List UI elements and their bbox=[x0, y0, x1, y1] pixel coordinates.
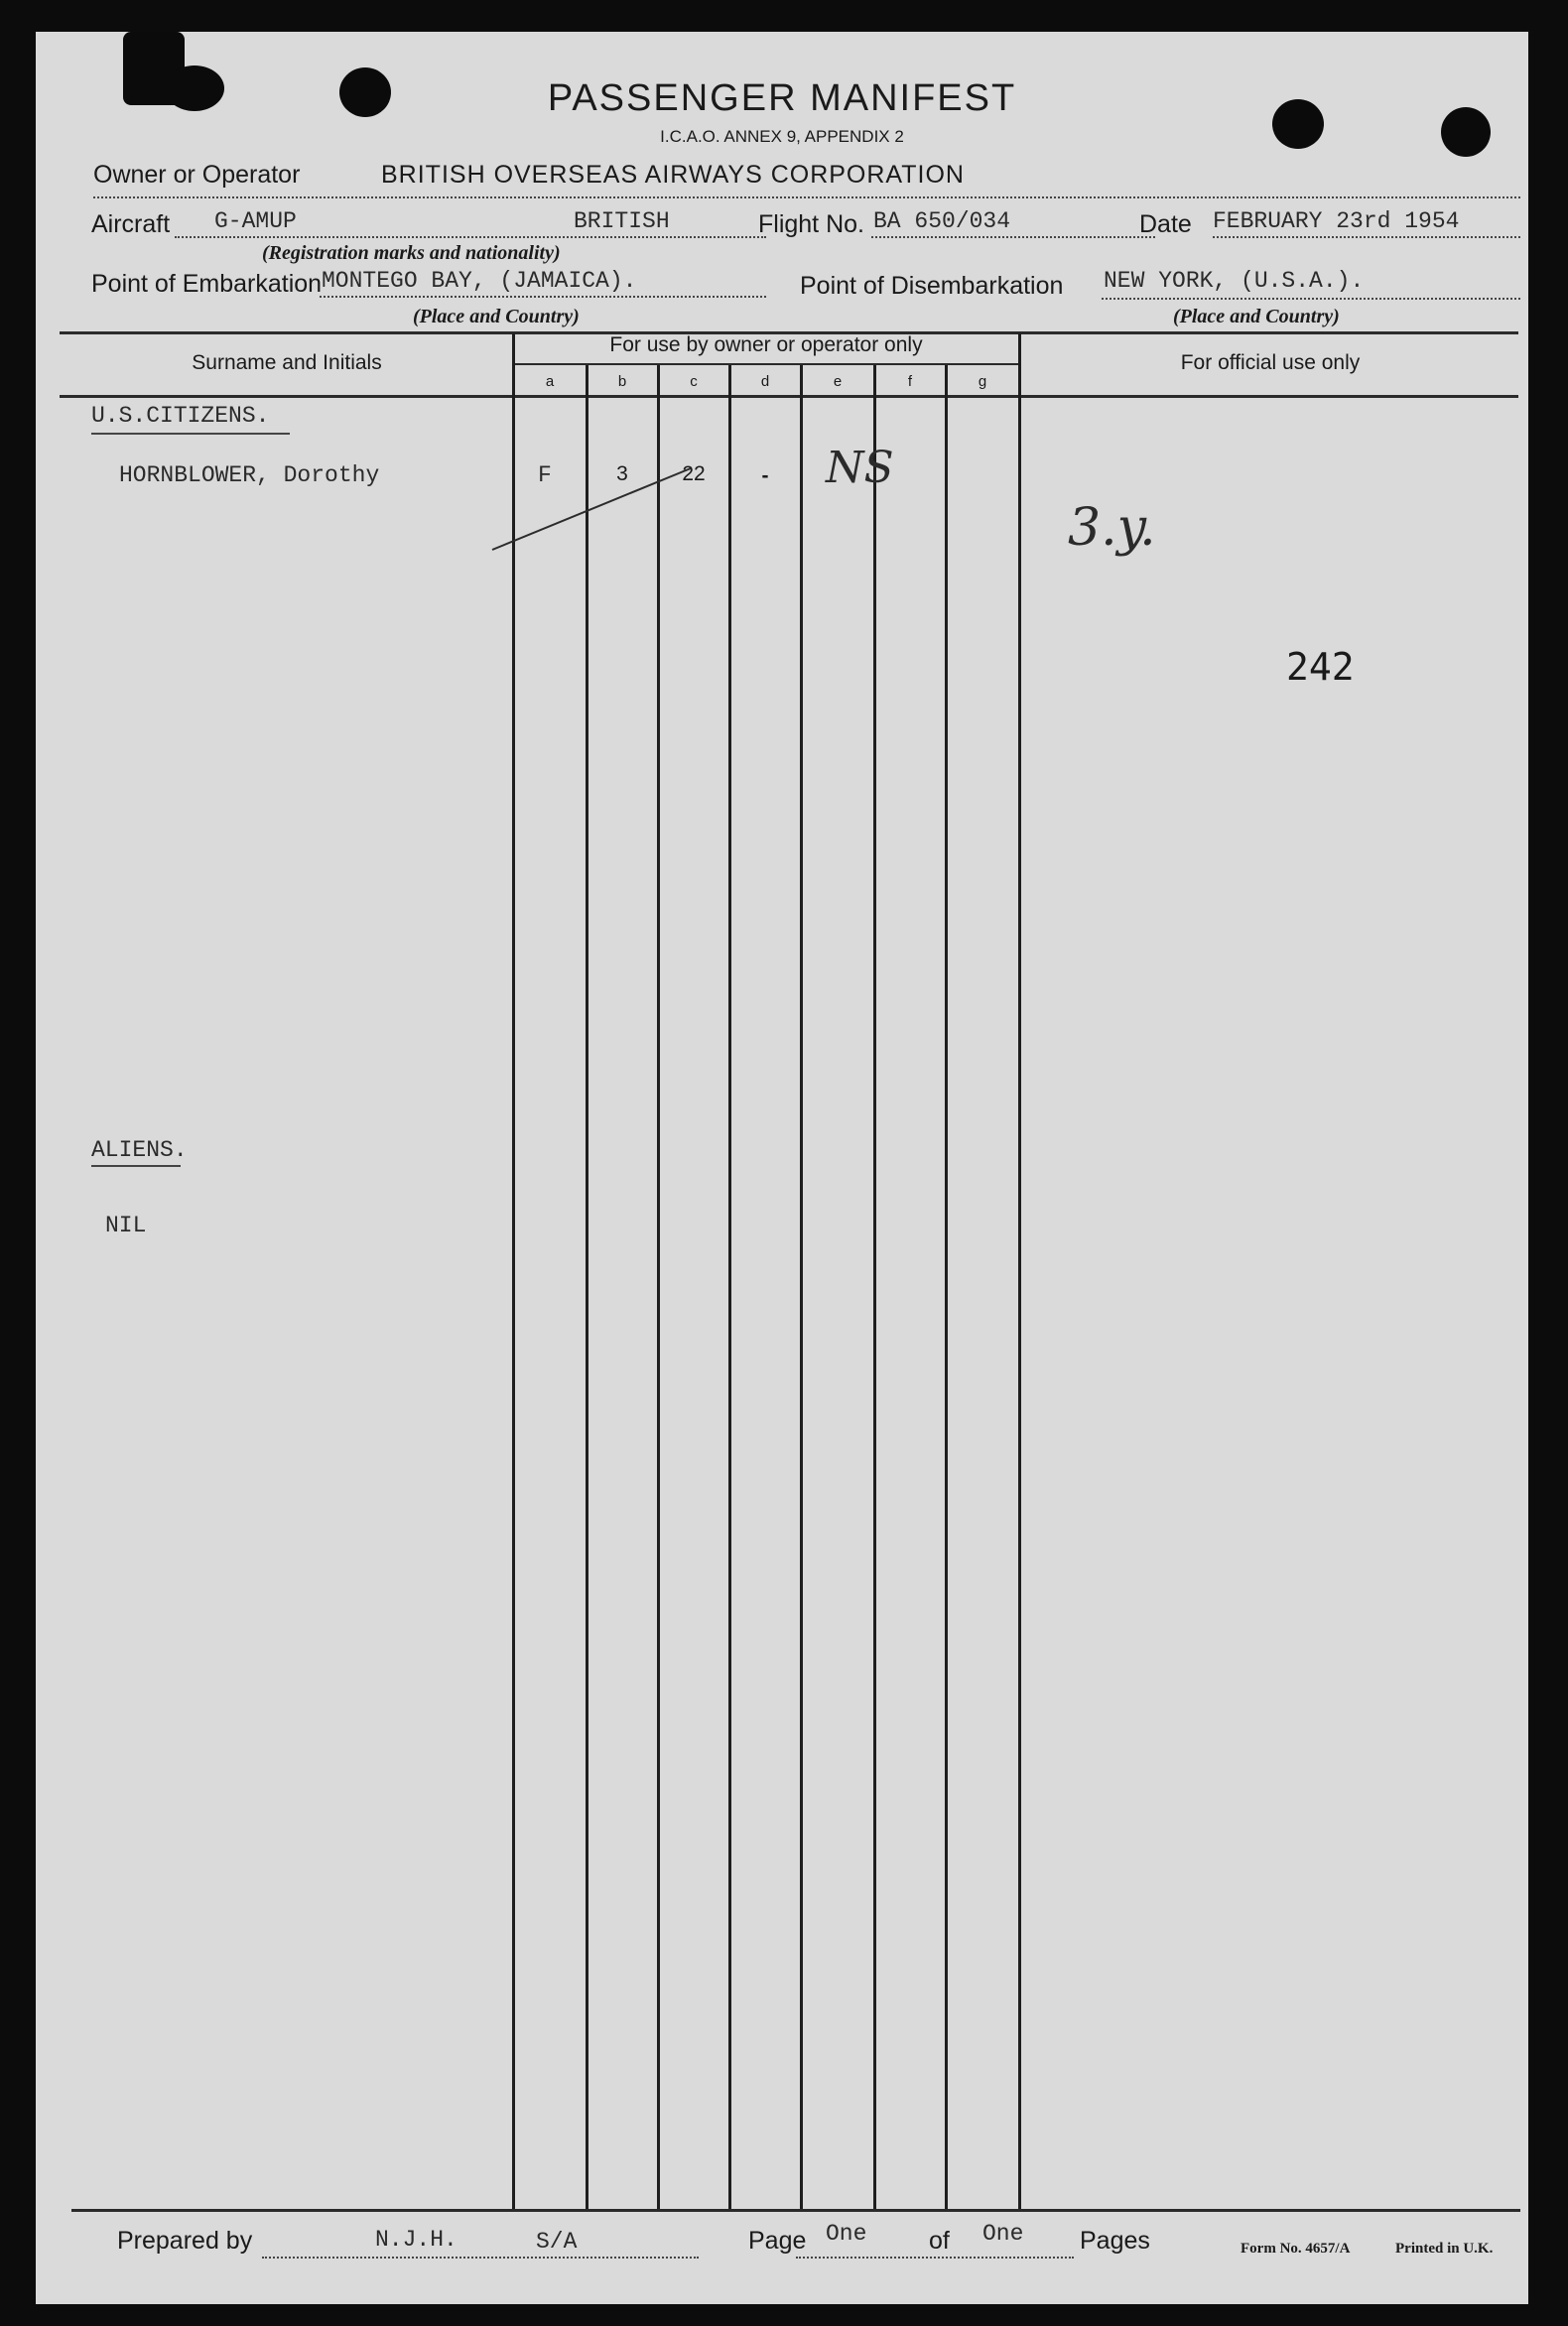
date-value: FEBRUARY 23rd 1954 bbox=[1213, 208, 1460, 234]
of-label: of bbox=[929, 2227, 950, 2255]
embarkation-dotted-line bbox=[320, 296, 766, 298]
flight-no-value: BA 650/034 bbox=[873, 208, 1011, 234]
stamp-number: 242 bbox=[1286, 645, 1355, 689]
owner-dotted-line bbox=[93, 196, 1520, 198]
prepared-by-role: S/A bbox=[536, 2229, 578, 2255]
manifest-page bbox=[36, 32, 1528, 2304]
passenger-col-a: F bbox=[538, 462, 552, 488]
prepared-dotted-line bbox=[262, 2257, 699, 2259]
column-divider bbox=[873, 365, 876, 2209]
date-label: Date bbox=[1139, 210, 1192, 238]
passenger-col-c: 22 bbox=[682, 462, 706, 485]
aircraft-nationality: BRITISH bbox=[574, 208, 670, 234]
page-dotted-line bbox=[796, 2257, 1074, 2259]
passenger-col-b: 3 bbox=[616, 462, 628, 485]
column-divider bbox=[800, 365, 803, 2209]
aliens-value: NIL bbox=[105, 1213, 147, 1238]
official-use-handwriting: 3.y. bbox=[1068, 498, 1156, 558]
form-number: Form No. 4657/A bbox=[1241, 2241, 1351, 2257]
col-f-header: f bbox=[907, 373, 913, 390]
section-heading-us-citizens: U.S.CITIZENS. bbox=[91, 403, 270, 429]
col-d-header: d bbox=[760, 373, 770, 390]
pages-label: Pages bbox=[1080, 2227, 1150, 2255]
passenger-col-e-handwriting: NS bbox=[826, 443, 894, 493]
subheader-rule bbox=[514, 363, 1018, 365]
disembarkation-dotted-line bbox=[1102, 298, 1520, 300]
printed-in: Printed in U.K. bbox=[1395, 2241, 1494, 2257]
form-title: PASSENGER MANIFEST bbox=[547, 77, 1017, 119]
flight-no-label: Flight No. bbox=[758, 210, 864, 238]
disembarkation-caption: (Place and Country) bbox=[1173, 306, 1340, 327]
pen-strike bbox=[453, 429, 701, 568]
column-divider bbox=[586, 365, 588, 2209]
owner-value: BRITISH OVERSEAS AIRWAYS CORPORATION bbox=[381, 161, 965, 189]
embarkation-label: Point of Embarkation bbox=[91, 270, 323, 298]
col-c-header: c bbox=[690, 373, 698, 390]
aircraft-label: Aircraft bbox=[91, 210, 171, 238]
column-divider bbox=[1018, 333, 1021, 2209]
form-subtitle: I.C.A.O. ANNEX 9, APPENDIX 2 bbox=[660, 127, 904, 146]
col-b-header: b bbox=[617, 373, 627, 390]
col-a-header: a bbox=[545, 373, 555, 390]
passenger-name: HORNBLOWER, Dorothy bbox=[119, 462, 380, 488]
section-underline bbox=[91, 433, 290, 435]
operator-use-header: For use by owner or operator only bbox=[609, 333, 923, 356]
footer-rule bbox=[71, 2209, 1520, 2212]
aircraft-dotted-line bbox=[175, 236, 766, 238]
disembarkation-label: Point of Disembarkation bbox=[800, 272, 1064, 300]
embarkation-caption: (Place and Country) bbox=[413, 306, 580, 327]
registration-caption: (Registration marks and nationality) bbox=[262, 242, 561, 264]
col-g-header: g bbox=[978, 373, 987, 390]
owner-label: Owner or Operator bbox=[93, 161, 301, 189]
embarkation-value: MONTEGO BAY, (JAMAICA). bbox=[322, 268, 637, 294]
page-total: One bbox=[982, 2221, 1024, 2247]
section-underline bbox=[91, 1165, 181, 1167]
official-use-header: For official use only bbox=[1180, 351, 1361, 374]
column-divider bbox=[512, 333, 515, 2209]
page-label: Page bbox=[748, 2227, 807, 2255]
disembarkation-value: NEW YORK, (U.S.A.). bbox=[1104, 268, 1365, 294]
prepared-by-label: Prepared by bbox=[117, 2227, 253, 2255]
section-heading-aliens: ALIENS. bbox=[91, 1137, 188, 1163]
surname-column-header: Surname and Initials bbox=[192, 351, 382, 374]
header-bottom-rule bbox=[60, 395, 1518, 398]
aircraft-registration: G-AMUP bbox=[214, 208, 297, 234]
column-divider bbox=[945, 365, 948, 2209]
page-number: One bbox=[826, 2221, 867, 2247]
passenger-col-d: - bbox=[761, 464, 769, 487]
prepared-by-initials: N.J.H. bbox=[375, 2227, 457, 2253]
column-divider bbox=[728, 365, 731, 2209]
column-divider bbox=[657, 365, 660, 2209]
col-e-header: e bbox=[833, 373, 843, 390]
flight-dotted-line bbox=[871, 236, 1155, 238]
date-dotted-line bbox=[1213, 236, 1520, 238]
